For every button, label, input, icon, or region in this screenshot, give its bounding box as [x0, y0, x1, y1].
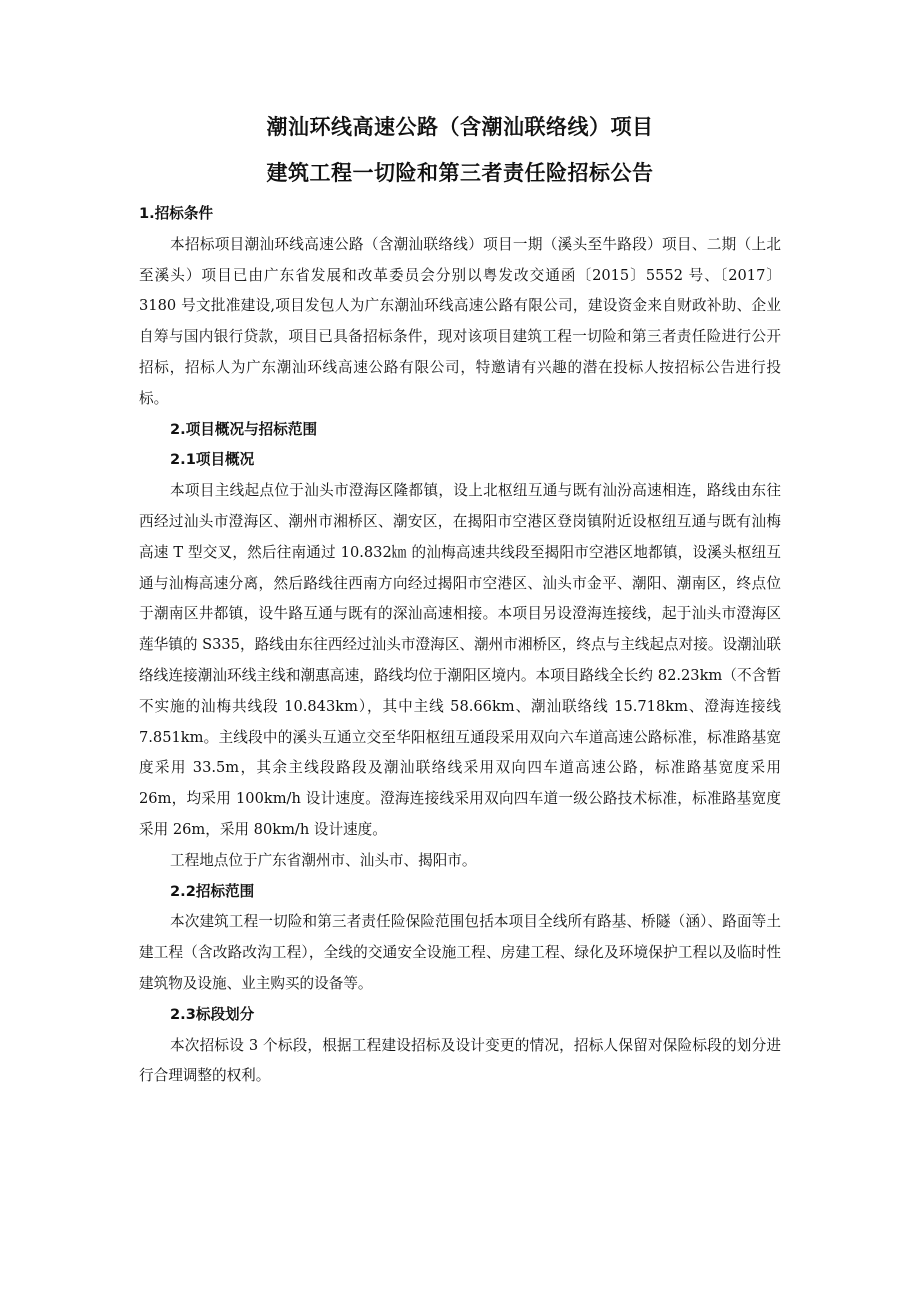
section-2-2-paragraph: 本次建筑工程一切险和第三者责任险保险范围包括本项目全线所有路基、桥隧（涵）、路面等土建工程（含改路改沟工程），全线的交通安全设施工程、房建工程、绿化及环境保护工程以及临时性建筑物及设施、业主购买的设备等。	[139, 913, 781, 992]
document-body	[139, 199, 781, 1092]
document-title-line-2: 建筑工程一切险和第三者责任险招标公告	[266, 161, 654, 185]
section-2-1-paragraph-2: 工程地点位于广东省潮州市、汕头市、揭阳市。	[170, 851, 477, 869]
section-1-paragraph: 本招标项目潮汕环线高速公路（含潮汕联络线）项目一期（溪头至牛路段）项目、二期（上北至溪头）项目已由广东省发展和改革委员会分别以粤发改交通函〔2015〕5552 号、〔2017〕3180 号文批准建设,项目发包人为广东潮汕环线高速公路有限公司，建设资金来自财政补助、企业自筹与国内银行贷款，项目已具备招标条件，现对该项目建筑工程一切险和第三者责任险进行公开招标，招标人为广东潮汕环线高速公路有限公司，特邀请有兴趣的潜在投标人按招标公告进行投标。	[139, 235, 781, 407]
document-title-line-1: 潮汕环线高速公路（含潮汕联络线）项目	[266, 115, 654, 139]
section-2-3-heading: 2.3标段划分	[170, 1005, 255, 1023]
section-2-1-paragraph-1: 本项目主线起点位于汕头市澄海区隆都镇，设上北枢纽互通与既有汕汾高速相连，路线由东往西经过汕头市澄海区、潮州市湘桥区、潮安区，在揭阳市空港区登岗镇附近设枢纽互通与既有汕梅高速 T 型交叉，然后往南通过 10.832㎞ 的汕梅高速共线段至揭阳市空港区地都镇，设溪头枢纽互通与汕梅高速分离，然后路线往西南方向经过揭阳市空港区、汕头市金平、潮阳、潮南区，终点位于潮南区井都镇，设牛路互通与既有的深汕高速相接。本项目另设澄海连接线，起于汕头市澄海区莲华镇的 S335，路线由东往西经过汕头市澄海区、潮州市湘桥区，终点与主线起点对接。设潮汕联络线连接潮汕环线主线和潮惠高速，路线均位于潮阳区境内。本项目路线全长约 82.23km（不含暂不实施的汕梅共线段 10.843km），其中主线 58.66km、潮汕联络线 15.718km、澄海连接线 7.851km。主线段中的溪头互通立交至华阳枢纽互通段采用双向六车道高速公路标准，标准路基宽度采用 33.5m，其余主线段路段及潮汕联络线采用双向四车道高速公路，标准路基宽度采用 26m，均采用 100km/h 设计速度。澄海连接线采用双向四车道一级公路技术标准，标准路基宽度采用 26m，采用 80km/h 设计速度。	[139, 482, 781, 838]
section-2-1-heading: 2.1项目概况	[170, 451, 255, 469]
section-2-heading: 2.项目概况与招标范围	[170, 420, 318, 438]
section-2-2-heading: 2.2招标范围	[170, 882, 255, 900]
section-2-3-paragraph: 本次招标设 3 个标段，根据工程建设招标及设计变更的情况，招标人保留对保险标段的划分进行合理调整的权利。	[139, 1036, 781, 1085]
section-1-heading: 1.招标条件	[139, 205, 214, 222]
